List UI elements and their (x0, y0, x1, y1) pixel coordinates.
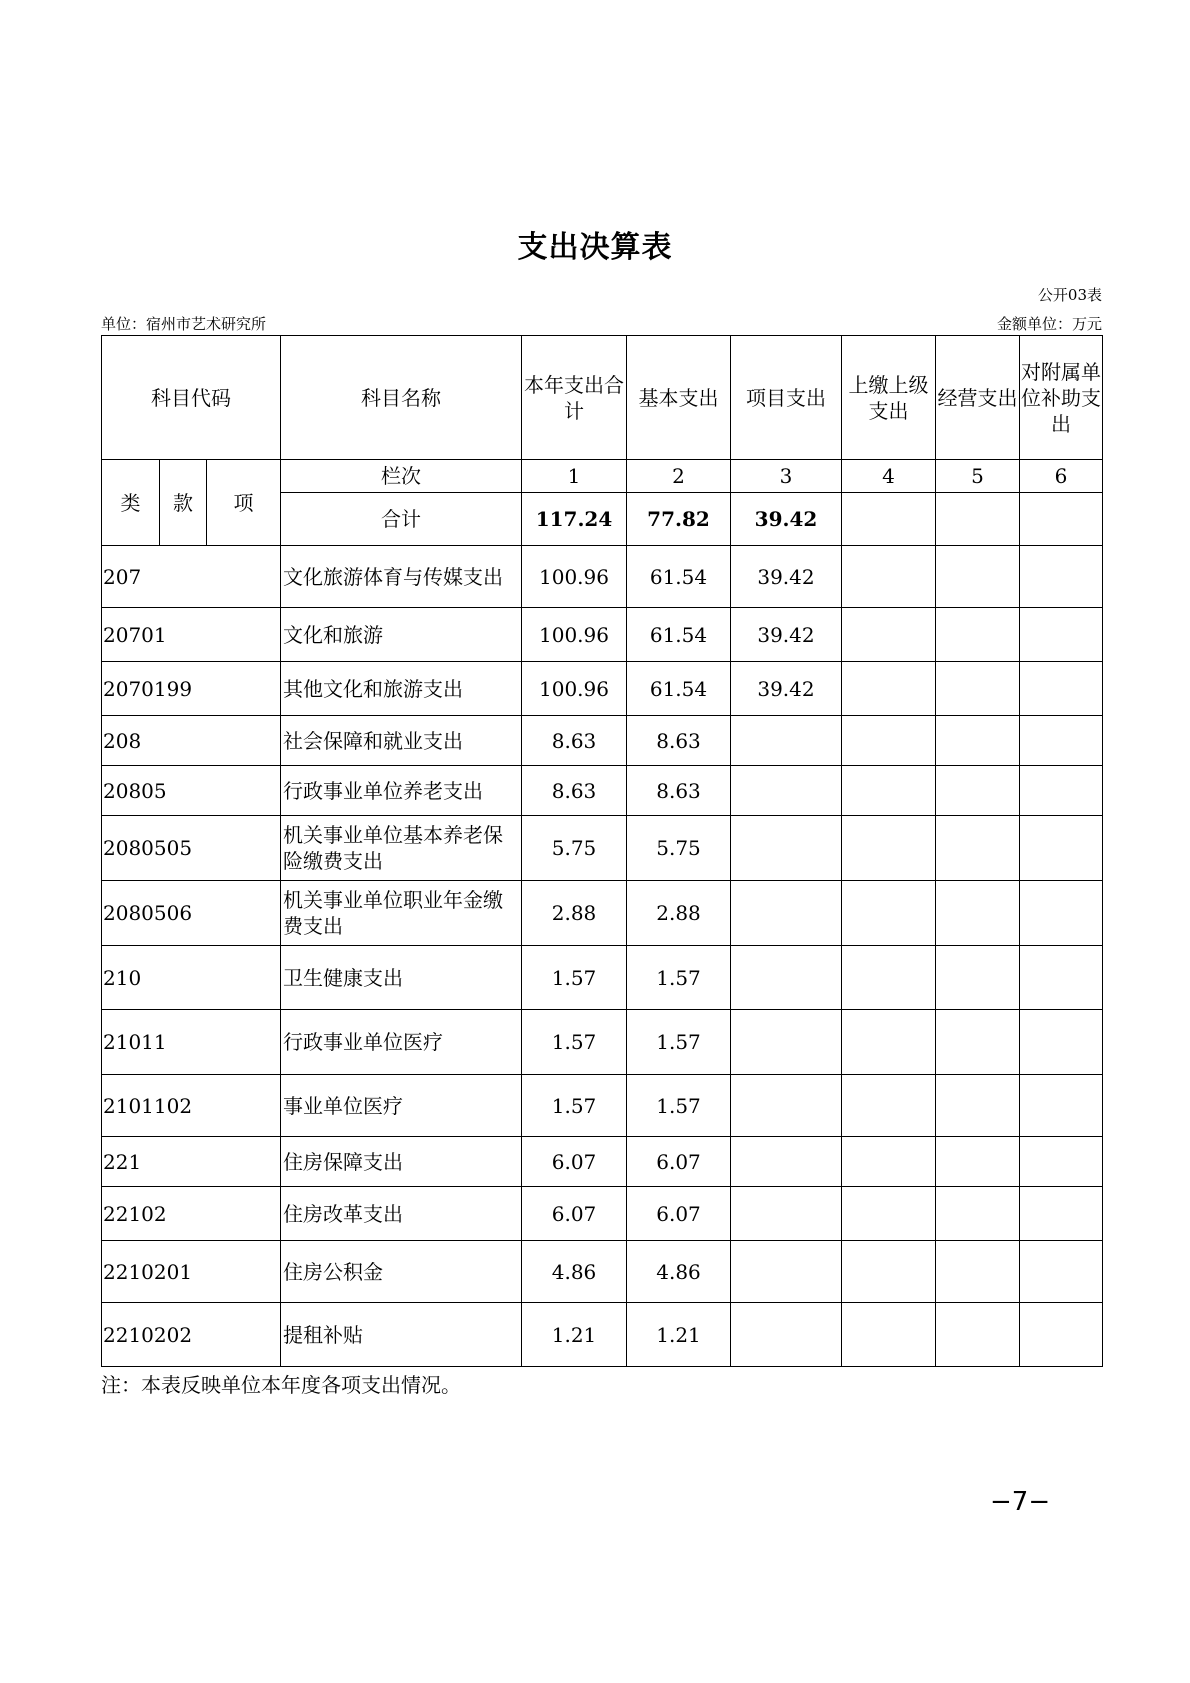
total-label: 合计 (281, 493, 522, 546)
row-col4 (842, 766, 936, 816)
row-col5 (936, 546, 1020, 608)
table-row (102, 1010, 1103, 1075)
column-number-5: 5 (936, 460, 1020, 493)
row-col4 (842, 662, 936, 716)
row-col1: 1.21 (522, 1303, 627, 1367)
row-col5 (936, 1137, 1020, 1187)
row-col4 (842, 881, 936, 946)
row-name: 文化旅游体育与传媒支出 (281, 546, 522, 608)
row-col5 (936, 1010, 1020, 1075)
column-number-6: 6 (1020, 460, 1103, 493)
total-col2: 77.82 (627, 493, 731, 546)
row-col2: 61.54 (627, 608, 731, 662)
table-row (102, 1075, 1103, 1137)
row-col3 (731, 1075, 842, 1137)
row-col6 (1020, 608, 1103, 662)
table-row (102, 1137, 1103, 1187)
row-col5 (936, 1303, 1020, 1367)
row-col1: 1.57 (522, 1075, 627, 1137)
row-col3 (731, 946, 842, 1010)
row-col2: 8.63 (627, 716, 731, 766)
row-col2: 2.88 (627, 881, 731, 946)
row-col1: 4.86 (522, 1241, 627, 1303)
row-col2: 4.86 (627, 1241, 731, 1303)
header-kuan: 款 (160, 460, 207, 546)
row-col2: 61.54 (627, 546, 731, 608)
row-col4 (842, 946, 936, 1010)
column-number-2: 2 (627, 460, 731, 493)
table-body (102, 546, 1103, 1367)
row-col2: 5.75 (627, 816, 731, 881)
table-row (102, 816, 1103, 881)
row-code: 20805 (102, 766, 281, 816)
row-name: 住房公积金 (281, 1241, 522, 1303)
row-name: 提租补贴 (281, 1303, 522, 1367)
header-col1: 本年支出合计 (522, 336, 627, 460)
row-col1: 2.88 (522, 881, 627, 946)
header-col2: 基本支出 (627, 336, 731, 460)
row-col4 (842, 1010, 936, 1075)
row-col4 (842, 1137, 936, 1187)
table-row (102, 662, 1103, 716)
table-row (102, 716, 1103, 766)
row-name: 其他文化和旅游支出 (281, 662, 522, 716)
table-row (102, 766, 1103, 816)
row-code: 21011 (102, 1010, 281, 1075)
row-col2: 6.07 (627, 1187, 731, 1241)
row-code: 2080506 (102, 881, 281, 946)
row-col6 (1020, 1075, 1103, 1137)
row-col6 (1020, 766, 1103, 816)
row-col4 (842, 1241, 936, 1303)
header-col3: 项目支出 (731, 336, 842, 460)
row-col3: 39.42 (731, 608, 842, 662)
row-code: 221 (102, 1137, 281, 1187)
total-col1: 117.24 (522, 493, 627, 546)
header-xiang: 项 (207, 460, 281, 546)
row-col3 (731, 716, 842, 766)
row-name: 机关事业单位职业年金缴费支出 (281, 881, 522, 946)
row-code: 2070199 (102, 662, 281, 716)
row-code: 2080505 (102, 816, 281, 881)
row-col3 (731, 1010, 842, 1075)
row-name: 机关事业单位基本养老保险缴费支出 (281, 816, 522, 881)
row-name: 住房保障支出 (281, 1137, 522, 1187)
row-col3 (731, 1187, 842, 1241)
row-col6 (1020, 662, 1103, 716)
row-col5 (936, 662, 1020, 716)
row-col5 (936, 816, 1020, 881)
total-col6 (1020, 493, 1103, 546)
row-col1: 5.75 (522, 816, 627, 881)
column-number-3: 3 (731, 460, 842, 493)
column-number-1: 1 (522, 460, 627, 493)
row-col3 (731, 816, 842, 881)
row-col6 (1020, 546, 1103, 608)
table-note: 注：本表反映单位本年度各项支出情况。 (101, 1373, 461, 1397)
row-col6 (1020, 716, 1103, 766)
row-col4 (842, 1187, 936, 1241)
row-col3: 39.42 (731, 662, 842, 716)
row-col5 (936, 608, 1020, 662)
form-number: 公开03表 (1037, 286, 1102, 304)
row-col1: 100.96 (522, 608, 627, 662)
row-col1: 1.57 (522, 946, 627, 1010)
row-col3: 39.42 (731, 546, 842, 608)
row-col1: 1.57 (522, 1010, 627, 1075)
table-row (102, 1187, 1103, 1241)
row-col5 (936, 1187, 1020, 1241)
row-col5 (936, 881, 1020, 946)
table-row (102, 546, 1103, 608)
row-col5 (936, 1075, 1020, 1137)
row-code: 2101102 (102, 1075, 281, 1137)
row-code: 210 (102, 946, 281, 1010)
row-col5 (936, 766, 1020, 816)
row-col6 (1020, 1010, 1103, 1075)
row-col3 (731, 1241, 842, 1303)
row-code: 20701 (102, 608, 281, 662)
page-title: 支出决算表 (517, 230, 673, 265)
row-col4 (842, 1075, 936, 1137)
table-row (102, 881, 1103, 946)
row-col6 (1020, 946, 1103, 1010)
header-name: 科目名称 (281, 336, 522, 460)
column-number-4: 4 (842, 460, 936, 493)
row-col5 (936, 946, 1020, 1010)
header-col5: 经营支出 (936, 336, 1020, 460)
header-col6: 对附属单位补助支出 (1020, 336, 1103, 460)
row-col2: 1.57 (627, 1075, 731, 1137)
header-lei: 类 (102, 460, 160, 546)
row-code: 2210202 (102, 1303, 281, 1367)
row-code: 22102 (102, 1187, 281, 1241)
row-col6 (1020, 1137, 1103, 1187)
row-code: 207 (102, 546, 281, 608)
unit-label: 单位：宿州市艺术研究所 (101, 315, 267, 333)
row-col1: 100.96 (522, 546, 627, 608)
row-col1: 8.63 (522, 766, 627, 816)
total-col3: 39.42 (731, 493, 842, 546)
row-col4 (842, 608, 936, 662)
row-col1: 100.96 (522, 662, 627, 716)
row-col2: 1.57 (627, 946, 731, 1010)
row-col3 (731, 1303, 842, 1367)
row-name: 事业单位医疗 (281, 1075, 522, 1137)
table-row (102, 1241, 1103, 1303)
row-code: 2210201 (102, 1241, 281, 1303)
header-lanci: 栏次 (281, 460, 522, 493)
row-col2: 8.63 (627, 766, 731, 816)
row-col2: 61.54 (627, 662, 731, 716)
row-col5 (936, 716, 1020, 766)
row-col2: 6.07 (627, 1137, 731, 1187)
row-col1: 8.63 (522, 716, 627, 766)
header-code: 科目代码 (102, 336, 281, 460)
row-col4 (842, 816, 936, 881)
row-col5 (936, 1241, 1020, 1303)
row-name: 行政事业单位医疗 (281, 1010, 522, 1075)
row-col4 (842, 716, 936, 766)
row-col4 (842, 1303, 936, 1367)
row-name: 卫生健康支出 (281, 946, 522, 1010)
table-row (102, 1303, 1103, 1367)
money-unit-label: 金额单位：万元 (996, 315, 1102, 333)
row-col6 (1020, 1241, 1103, 1303)
row-col1: 6.07 (522, 1187, 627, 1241)
table-row (102, 946, 1103, 1010)
row-col6 (1020, 1303, 1103, 1367)
row-col2: 1.21 (627, 1303, 731, 1367)
row-col3 (731, 766, 842, 816)
expenditure-table (101, 335, 1103, 1367)
row-col4 (842, 546, 936, 608)
row-col6 (1020, 881, 1103, 946)
row-col3 (731, 881, 842, 946)
row-code: 208 (102, 716, 281, 766)
total-col5 (936, 493, 1020, 546)
row-name: 住房改革支出 (281, 1187, 522, 1241)
total-col4 (842, 493, 936, 546)
row-name: 行政事业单位养老支出 (281, 766, 522, 816)
row-col6 (1020, 816, 1103, 881)
table-row (102, 608, 1103, 662)
row-col6 (1020, 1187, 1103, 1241)
row-name: 社会保障和就业支出 (281, 716, 522, 766)
row-name: 文化和旅游 (281, 608, 522, 662)
row-col2: 1.57 (627, 1010, 731, 1075)
page-number: −7− (990, 1487, 1051, 1517)
row-col3 (731, 1137, 842, 1187)
row-col1: 6.07 (522, 1137, 627, 1187)
header-col4: 上缴上级支出 (842, 336, 936, 460)
table-header (102, 336, 1103, 546)
